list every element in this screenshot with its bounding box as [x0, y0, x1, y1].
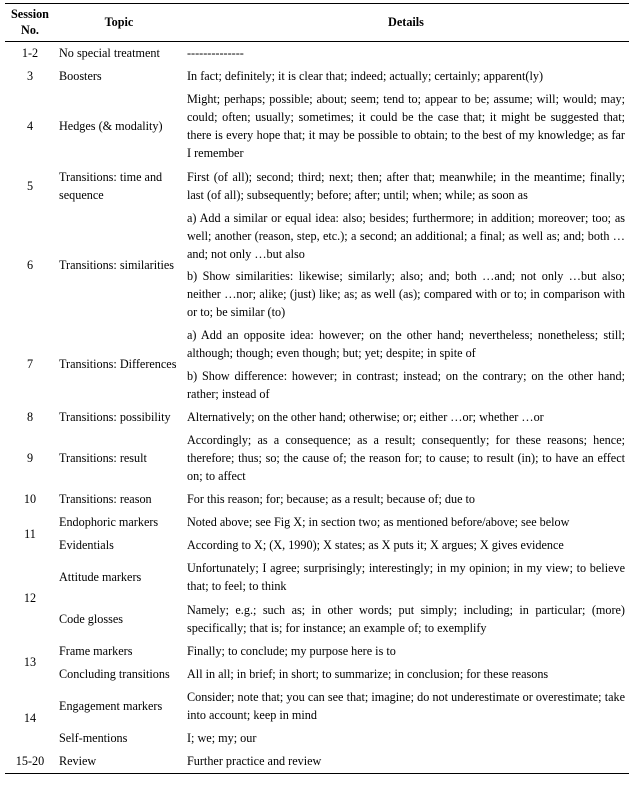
details-paragraph: According to X; (X, 1990); X states; as X puts it; X argues; X gives evidence — [187, 538, 564, 553]
details-paragraph: b) Show difference: however; in contrast; instead; on the contrary; on the other hand; rather; instead of — [187, 368, 625, 401]
table-row — [5, 640, 629, 663]
topic-cell: Frame markers — [59, 643, 133, 658]
details-cell — [183, 640, 629, 663]
topic-cell: Engagement markers — [59, 698, 163, 713]
topic-cell: Review — [55, 750, 183, 774]
details-cell — [183, 429, 629, 488]
table-row — [5, 511, 629, 534]
topic-cell: Transitions: result — [59, 450, 147, 465]
session-number-cell: 4 — [26, 119, 34, 134]
topic-cell: Transitions: possibility — [59, 409, 171, 424]
table-row — [5, 429, 629, 488]
details-cell — [183, 750, 629, 774]
topic-cell: Boosters — [59, 69, 102, 84]
details-paragraph: Consider; note that; you can see that; imagine; do not underestimate or overestimate; take into account; keep in mind — [187, 689, 625, 722]
details-cell — [183, 534, 629, 557]
topic-cell: Transitions: Differences — [59, 357, 177, 372]
details-paragraph: Noted above; see Fig X; in section two; as mentioned before/above; see below — [187, 515, 570, 530]
details-cell — [183, 406, 629, 429]
session-number-cell: 3 — [26, 69, 34, 84]
topic-cell: Evidentials — [59, 538, 114, 553]
details-paragraph: -------------- — [187, 46, 244, 60]
topic-cell: Transitions: similarities — [59, 257, 175, 272]
session-number-cell: 1-2 — [21, 46, 39, 60]
details-cell — [183, 557, 629, 598]
session-number-cell: 7 — [26, 357, 34, 372]
session-number-cell: 5 — [26, 178, 34, 193]
topic-cell: Code glosses — [59, 611, 123, 626]
details-cell — [183, 324, 629, 405]
details-cell — [183, 488, 629, 511]
details-cell — [183, 511, 629, 534]
topic-cell: Concluding transitions — [59, 666, 170, 681]
table-row — [5, 750, 629, 774]
table-row — [5, 88, 629, 165]
details-cell — [183, 663, 629, 686]
table-body — [5, 42, 629, 774]
details-paragraph: For this reason; for; because; as a result; because of; due to — [187, 492, 476, 507]
header-row — [5, 4, 629, 42]
table-row — [5, 324, 629, 405]
table-row — [5, 727, 629, 750]
session-number-cell: 13 — [23, 655, 37, 670]
details-paragraph: Might; perhaps; possible; about; seem; tend to; appear to be; assume; will; would; may; could; often; usually; sometimes; it could be the case that; it might be suggested that; there is every hope that; it may be possible to obtain; to the best of my knowledge; as far I remember — [187, 92, 625, 161]
table-row — [5, 166, 629, 207]
details-cell — [183, 166, 629, 207]
table-row — [5, 557, 629, 598]
details-paragraph: a) Add a similar or equal idea: also; besides; furthermore; in addition; moreover; too; as well; another (reason, step, etc.); a second; an additional; a final; as well as; and; both …and; not only …but also — [187, 210, 625, 261]
details-paragraph: Finally; to conclude; my purpose here is to — [187, 643, 396, 658]
details-cell — [183, 65, 629, 88]
table-row — [5, 207, 629, 325]
details-cell — [183, 42, 629, 66]
details-paragraph: Namely; e.g.; such as; in other words; put simply; including; in particular; (more) specifically; that is; for instance; an example of; to exemplify — [187, 602, 625, 635]
details-paragraph: First (of all); second; third; next; then; after that; meanwhile; in the meantime; finally; last (of all); subsequently; before; after; until; when; while; as soon as — [187, 169, 625, 202]
details-cell — [183, 599, 629, 640]
table-row — [5, 686, 629, 727]
column-header-topic: Topic — [55, 4, 183, 42]
table-row — [5, 534, 629, 557]
session-number-cell: 8 — [26, 409, 34, 424]
table-row — [5, 663, 629, 686]
topic-cell: No special treatment — [59, 46, 160, 60]
column-header-details: Details — [183, 4, 629, 42]
details-cell — [183, 727, 629, 750]
topic-cell: Endophoric markers — [59, 515, 159, 530]
details-paragraph: All in all; in brief; in short; to summarize; in conclusion; for these reasons — [187, 666, 549, 681]
topic-cell: Hedges (& modality) — [59, 119, 163, 134]
topic-cell: Transitions: reason — [59, 492, 152, 507]
details-cell — [183, 686, 629, 727]
topic-cell: Transitions: time and sequence — [59, 169, 163, 202]
session-number-cell: 14 — [23, 710, 37, 725]
table-row — [5, 599, 629, 640]
details-paragraph: b) Show similarities: likewise; similarly; also; and; both …and; not only …but also; neither …nor; alike; (just) like; as; as well (as); compared with or to; in comparison with or to; be similar (to) — [187, 269, 625, 320]
details-cell — [183, 207, 629, 325]
table-row — [5, 42, 629, 66]
topic-cell: Attitude markers — [59, 570, 142, 585]
session-number-cell: 12 — [23, 590, 37, 605]
details-paragraph: I; we; my; our — [187, 731, 257, 746]
details-paragraph: a) Add an opposite idea: however; on the other hand; nevertheless; nonetheless; still; although; though; even though; but; yet; despite; in spite of — [187, 328, 625, 361]
table-header — [5, 4, 629, 42]
details-paragraph: Accordingly; as a consequence; as a result; consequently; for these reasons; hence; therefore; thus; so; the cause of; the reason for; to cause; to result (in); to have an effect on; to affect — [187, 432, 625, 483]
details-cell — [183, 88, 629, 165]
column-header-session: Session No. — [5, 4, 55, 42]
topic-cell: Self-mentions — [59, 731, 128, 746]
details-paragraph: In fact; definitely; it is clear that; indeed; actually; certainly; apparent(ly) — [187, 69, 543, 84]
session-number-cell: 11 — [24, 526, 36, 541]
details-paragraph: Alternatively; on the other hand; otherwise; or; either …or; whether …or — [187, 409, 544, 424]
session-number-cell: 6 — [26, 257, 34, 272]
session-number-cell: 10 — [23, 492, 37, 507]
sessions-table — [5, 3, 629, 774]
table-row — [5, 65, 629, 88]
table-row — [5, 406, 629, 429]
session-number-cell: 9 — [26, 450, 34, 465]
session-number-cell: 15-20 — [5, 750, 55, 774]
details-paragraph: Unfortunately; I agree; surprisingly; interestingly; in my opinion; in my view; to believe that; to feel; to think — [187, 561, 625, 594]
details-paragraph: Further practice and review — [187, 754, 322, 769]
table-row — [5, 488, 629, 511]
